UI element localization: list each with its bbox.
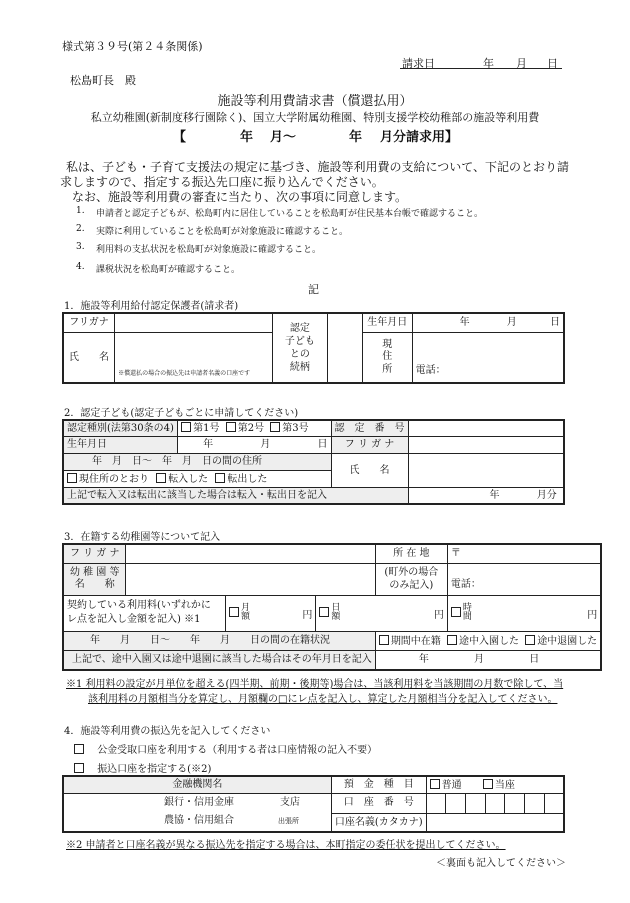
relation-label: [273, 313, 327, 383]
guardian-name-field[interactable]: [115, 332, 273, 383]
facility-tel-label: 電話：: [450, 579, 481, 591]
facility-name-field[interactable]: [126, 563, 375, 595]
consent-text: 実際に利用していることを松島町が対象施設に確認すること。: [96, 227, 349, 237]
moved-in-checkbox[interactable]: [156, 473, 166, 483]
intro-line-3: なお、施設等利用費の審査に当たり、次の事項に同意します。: [72, 190, 408, 204]
current-label: 当座: [494, 779, 515, 791]
child-birth-month: 月: [260, 439, 271, 451]
fee-daily-unit-char: 額: [331, 612, 341, 623]
enroll-year-unit: 年: [418, 654, 429, 666]
joined-label: 途中入園した: [459, 635, 519, 647]
bank-type-1: 銀行・信用金庫: [164, 797, 234, 809]
guardian-birth-label: 生年月日: [362, 313, 412, 332]
request-date-day: 日: [547, 57, 558, 70]
move-year-unit: 年: [489, 489, 500, 501]
relation-line: との: [289, 349, 310, 360]
child-birth-field[interactable]: [178, 437, 331, 454]
current-checkbox[interactable]: [483, 779, 493, 789]
branch-label: 支店: [280, 797, 300, 809]
bank-type-2: 農協・信用組合: [164, 815, 234, 827]
enroll-date-note: 上記で、途中入園又は途中退園に該当した場合はその年月日を記入: [63, 651, 375, 670]
consent-number: 1.: [76, 206, 85, 216]
fee-monthly-checkbox[interactable]: [229, 607, 239, 617]
consent-number: 2.: [76, 224, 85, 234]
relation-field[interactable]: [327, 313, 362, 383]
birth-month-unit: 月: [506, 317, 517, 328]
intro-line-1: 私は、子ども・子育て支援法の規定に基づき、施設等利用費の支給について、下記のとおり請: [66, 160, 570, 174]
child-name-field[interactable]: [408, 454, 564, 488]
facility-tel-field[interactable]: [447, 563, 601, 595]
office-label: 出張所: [278, 817, 299, 826]
period-month2: 月分請求用】: [380, 130, 459, 145]
cert-number-field[interactable]: [408, 420, 564, 437]
public-account-option: [74, 741, 377, 756]
birth-day-unit: 日: [549, 317, 560, 328]
period-address-label: 年 月 日～ 年 月 日の間の住所: [63, 454, 331, 471]
moved-in-label: 転入した: [168, 473, 209, 485]
fee-daily-field[interactable]: [316, 595, 448, 631]
fee-hourly-unit-char: 間: [462, 612, 472, 623]
intro-line-2: 求しますので、指定する振込先口座に振り込んでください。: [60, 175, 384, 189]
account-type-label: 預 金 種 目: [331, 776, 426, 793]
yen-unit: 円: [302, 610, 313, 622]
child-birth-label: 生年月日: [63, 437, 178, 454]
section4-heading: 4．施設等利用費の振込先を記入してください: [64, 726, 271, 737]
joined-checkbox[interactable]: [447, 635, 457, 645]
address-field[interactable]: [412, 332, 564, 383]
location-label: 所 在 地: [375, 544, 447, 563]
move-date-note: 上記で転入又は転出に該当した場合は転入・転出日を記入: [63, 487, 408, 504]
guardian-furigana-label: フリガナ: [63, 313, 115, 332]
account-holder-label: 口座名義(カタカナ): [331, 813, 426, 832]
fee-label-line: 契約している利用料(いずれかに: [67, 600, 211, 612]
consent-number: 3.: [76, 242, 85, 252]
account-digit[interactable]: [485, 793, 505, 813]
enroll-month-unit: 月: [474, 654, 484, 666]
period-year2: 年: [349, 130, 363, 145]
address-label-char: 現: [382, 338, 393, 350]
child-birth-year: 年: [203, 439, 214, 451]
same-address-checkbox[interactable]: [67, 473, 77, 483]
bank-table: [62, 775, 565, 833]
back-side-note: ＜裏面も記入してください＞: [436, 858, 566, 869]
account-digit[interactable]: [466, 793, 486, 813]
enroll-options: [375, 632, 601, 651]
fee-daily-checkbox[interactable]: [319, 607, 329, 617]
yen-unit: 円: [587, 610, 598, 622]
section2-heading: 2．認定子ども(認定子どもごとに申請してください): [64, 408, 299, 419]
relation-line: 認定: [289, 323, 310, 334]
guardian-name-label: 氏 名: [63, 332, 115, 383]
child-furigana-field[interactable]: [408, 437, 564, 454]
relation-line: 子ども: [284, 336, 315, 347]
ki-heading: 記: [308, 283, 319, 296]
outside-town-note-line: (町外の場合: [384, 567, 439, 579]
outside-town-note-line: のみ記入): [389, 580, 434, 592]
address-label-char: 所: [382, 363, 393, 375]
fee-monthly-unit-char: 月: [241, 603, 251, 614]
kind1-label: 第1号: [193, 423, 220, 435]
request-date-year: 年: [483, 57, 494, 70]
document-subtitle: 私立幼稚園(新制度移行園除く)、国立大学附属幼稚園、特別支援学校幼稚部の施設等利用費: [90, 111, 540, 124]
facility-name-label: [63, 563, 126, 595]
cert-kind-options: [178, 420, 331, 437]
account-digit[interactable]: [544, 793, 564, 813]
fee-monthly-unit: [241, 604, 250, 622]
move-date-field[interactable]: [408, 487, 564, 504]
account-type-field: [426, 776, 564, 793]
left-checkbox[interactable]: [525, 635, 535, 645]
postal-mark: 〒: [450, 548, 461, 560]
fee-monthly-unit-char: 額: [241, 612, 251, 623]
child-table: [62, 419, 565, 505]
fee-daily-unit-char: 日: [331, 603, 341, 614]
fee-label: [63, 595, 226, 631]
period-month1: 月～: [270, 130, 297, 145]
addressee: 松島町長 殿: [70, 74, 136, 87]
account-digit[interactable]: [426, 793, 446, 813]
fee-hourly-field[interactable]: [447, 595, 601, 631]
yen-unit: 円: [433, 610, 444, 622]
account-holder-field[interactable]: [426, 813, 564, 832]
fee-footnote-line-2: 該利用料の月額相当分を算定し、月額欄の□にレ点を記入し、算定した月額相当分を記入してください。: [88, 694, 558, 705]
specified-account-checkbox[interactable]: [74, 763, 84, 773]
consent-number: 4.: [76, 262, 85, 272]
fee-daily-unit: [331, 604, 340, 622]
kind2-checkbox[interactable]: [226, 422, 236, 432]
facility-furigana-label: フ リ ガ ナ: [63, 544, 126, 563]
left-label: 途中退園した: [537, 635, 598, 647]
kind2-label: 第2号: [237, 423, 265, 435]
request-date-label: 請求日: [402, 57, 435, 70]
facility-furigana-field[interactable]: [126, 544, 375, 563]
cert-number-label: 認 定 番 号: [331, 420, 408, 437]
section3-heading: 3．在籍する幼稚園等について記入: [64, 532, 221, 543]
guardian-furigana-field[interactable]: [115, 313, 273, 332]
enrolled-checkbox[interactable]: [379, 635, 389, 645]
public-account-checkbox[interactable]: [74, 744, 84, 754]
account-number-label: 口 座 番 号: [331, 793, 426, 813]
ordinary-checkbox[interactable]: [430, 779, 440, 789]
consent-text: 課税状況を松島町が確認すること。: [96, 265, 241, 275]
section1-heading: 1．施設等利用給付認定保護者(請求者): [64, 301, 239, 312]
consent-text: 利用料の支払状況を松島町が対象施設に確認すること。: [96, 245, 322, 255]
address-options: [63, 470, 331, 487]
facility-name-label-line: 名 称: [74, 579, 115, 591]
address-label: [362, 332, 412, 383]
relation-line: 続柄: [289, 362, 310, 373]
child-furigana-label: フ リ ガ ナ: [331, 437, 408, 454]
public-account-label: 公金受取口座を利用する（利用する者は口座情報の記入不要）: [97, 745, 378, 756]
fee-monthly-field[interactable]: [226, 595, 316, 631]
form-number: 様式第３９号(第２４条関係): [62, 40, 203, 53]
bank-name-header: 金融機関名: [63, 776, 331, 793]
enroll-day-unit: 日: [529, 654, 540, 666]
fee-hourly-unit: [463, 604, 472, 622]
facility-name-label-line: 幼 稚 園 等: [69, 567, 120, 579]
guardian-tel-label: 電話：: [415, 364, 446, 376]
birth-year-unit: 年: [459, 317, 470, 328]
address-label-char: 住: [382, 351, 393, 362]
fee-label-line: レ点を記入し金額を記入) ※1: [67, 614, 201, 626]
child-birth-day: 日: [317, 439, 328, 451]
specified-account-label: 振込口座を指定する(※2): [97, 764, 212, 775]
ordinary-label: 普通: [441, 779, 462, 791]
fee-hourly-checkbox[interactable]: [451, 607, 461, 617]
consent-text: 申請者と認定子どもが、松島町内に居住していることを松島町が住民基本台帳で確認すること。: [96, 209, 484, 219]
child-name-label: 氏 名: [331, 454, 408, 488]
guardian-name-note: ※償還払の場合の振込先は申請者名義の口座です: [118, 369, 251, 377]
moved-out-checkbox[interactable]: [215, 473, 225, 483]
moved-out-label: 転出した: [227, 473, 268, 485]
guardian-birth-field[interactable]: [412, 313, 564, 332]
facility-table: [62, 543, 602, 671]
period-bracket-open: 【: [173, 130, 187, 145]
request-date-underline: [400, 68, 562, 69]
kind3-checkbox[interactable]: [270, 422, 280, 432]
specified-account-option: [74, 760, 211, 775]
kind1-checkbox[interactable]: [181, 422, 191, 432]
enroll-date-field[interactable]: [375, 651, 601, 670]
period-year1: 年: [240, 130, 254, 145]
move-month-unit: 月分: [536, 489, 557, 501]
fee-hourly-unit-char: 時: [462, 603, 472, 614]
bank-footnote: ※2 申請者と口座名義が異なる振込先を指定する場合は、本町指定の委任状を提出してください。: [66, 840, 506, 851]
cert-kind-label: 認定種別(法第30条の4): [63, 420, 178, 437]
account-digit[interactable]: [505, 793, 525, 813]
outside-town-note: [375, 563, 447, 595]
enroll-period-label: 年 月 日～ 年 月 日の間の在籍状況: [63, 632, 375, 651]
account-digit[interactable]: [446, 793, 466, 813]
kind3-label: 第3号: [282, 423, 309, 435]
document-title: 施設等利用費請求書（償還払用）: [217, 94, 413, 109]
fee-footnote-line-1: ※1 利用料の設定が月単位を超える(四半期、前期・後期等)場合は、当該利用料を当該期間の月数で除して、当: [66, 679, 564, 690]
bank-name-field[interactable]: [63, 793, 331, 832]
enrolled-label: 期間中在籍: [390, 635, 441, 647]
request-date-month: 月: [516, 57, 527, 70]
account-digit[interactable]: [525, 793, 545, 813]
guardian-table: [62, 312, 565, 384]
same-address-label: 現住所のとおり: [79, 473, 149, 485]
postal-field[interactable]: [447, 544, 601, 563]
